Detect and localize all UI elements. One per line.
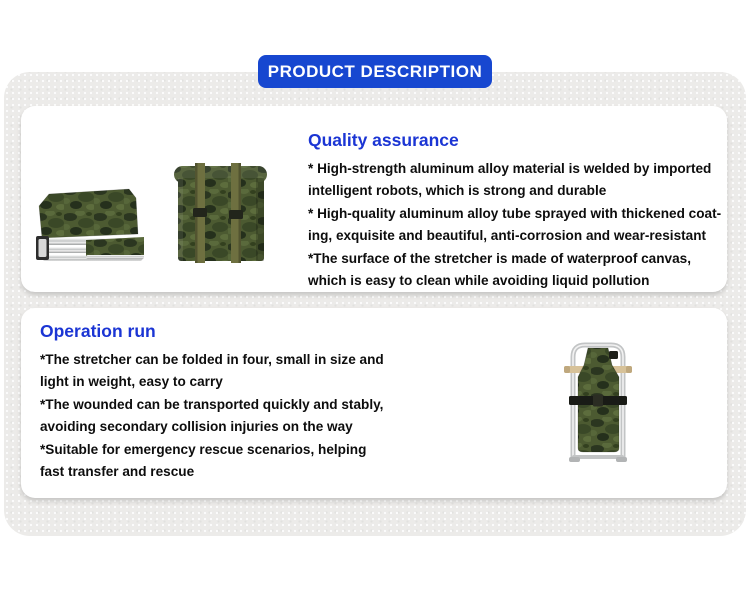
camouflage-stretcher-folded-pack-image (168, 163, 272, 265)
quality-line: * High-strength aluminum alloy material is welded by imported (308, 161, 712, 176)
quality-assurance-card (21, 106, 727, 292)
quality-assurance-heading: Quality assurance (308, 130, 459, 150)
quality-line: ing, exquisite and beautiful, anti-corrosion and wear-resistant (308, 228, 707, 244)
quality-assurance-text-block (308, 130, 721, 292)
quality-line: which is easy to clean while avoiding liquid pollution (308, 273, 650, 289)
product-description-banner: PRODUCT DESCRIPTION (258, 55, 492, 88)
quality-line: intelligent robots, which is strong and durable (308, 183, 607, 199)
operation-line: avoiding secondary collision injuries on the way (40, 419, 353, 435)
operation-line: *The wounded can be transported quickly and stably, (40, 396, 384, 412)
operation-run-heading: Operation run (40, 321, 156, 341)
camouflage-stretcher-upright-folded-image (561, 339, 635, 465)
quality-line: * High-quality aluminum alloy tube sprayed with thickened coat- (308, 205, 722, 221)
operation-run-text-block (40, 321, 384, 483)
camouflage-stretcher-folded-flat-image (34, 185, 148, 269)
operation-line: *The stretcher can be folded in four, small in size and (40, 352, 384, 367)
operation-run-card (21, 308, 727, 498)
operation-line: light in weight, easy to carry (40, 374, 223, 390)
quality-line: *The surface of the stretcher is made of waterproof canvas, (308, 250, 692, 266)
operation-line: *Suitable for emergency rescue scenarios, helping (40, 441, 367, 457)
operation-line: fast transfer and rescue (40, 464, 195, 480)
